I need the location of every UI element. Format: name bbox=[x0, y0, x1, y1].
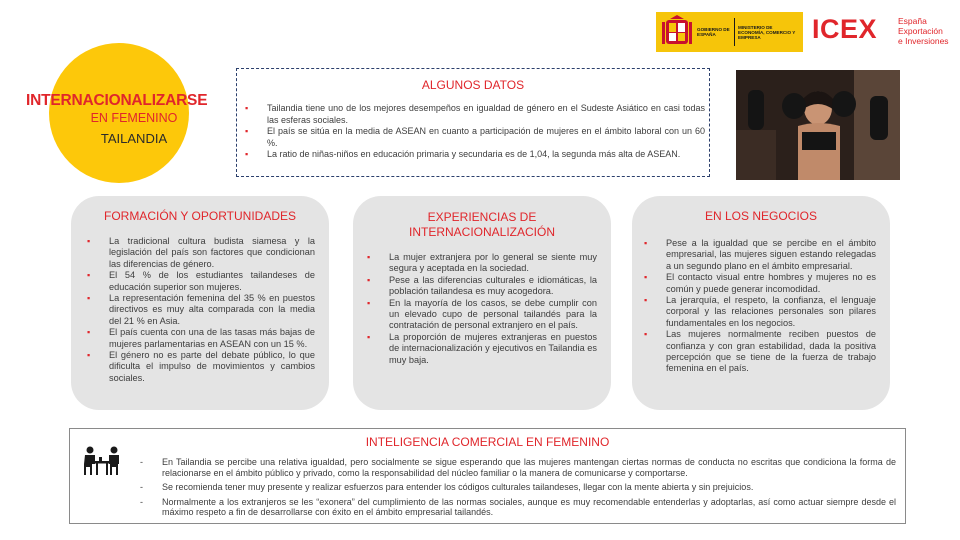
training-card bbox=[71, 196, 329, 410]
commercial-intelligence-box bbox=[69, 428, 906, 524]
bullet-icon: - bbox=[140, 496, 143, 507]
key-facts-heading: ALGUNOS DATOS bbox=[421, 78, 525, 92]
list-item: ▪ La tradicional cultura budista siamesa y la legislación del país son factores que condicionan las diferencias de género. bbox=[87, 236, 315, 269]
list-item: ▪ La ratio de niñas-niños en educación primaria y secundaria es de 1,04, la segunda más alta de ASEAN. bbox=[245, 149, 681, 159]
key-facts-box bbox=[236, 68, 710, 177]
page-subtitle: EN FEMENINO bbox=[90, 111, 178, 125]
list-item: - Se recomienda tener muy presente y realizar esfuerzos para entender los códigos culturales tailandeses, llegar con la mente abierta y sin prejuicios. bbox=[140, 482, 754, 493]
bullet-icon: - bbox=[140, 457, 143, 467]
experiences-heading: EXPERIENCIAS DE INTERNACIONALIZACIÓN bbox=[408, 210, 555, 239]
ministry-text: MINISTERIO DE ECONOMÍA, COMERCIO Y EMPRESA bbox=[738, 24, 796, 40]
bullet-icon: ▪ bbox=[87, 270, 91, 281]
list-item: ▪ La mujer extranjera por lo general se siente muy segura y aceptada en la sociedad. bbox=[367, 252, 597, 274]
government-text: GOBIERNO DE ESPAÑA bbox=[697, 27, 730, 37]
list-item: ▪ Pese a las diferencias culturales e idiomáticas, la población tailandesa es muy acogedora. bbox=[367, 274, 597, 297]
bullet-icon: ▪ bbox=[245, 149, 249, 159]
training-list bbox=[87, 236, 315, 384]
business-card bbox=[632, 196, 890, 410]
bullet-icon: ▪ bbox=[644, 295, 648, 306]
list-item: ▪ Tailandia tiene uno de los mejores desempeños en igualdad de género en el Sudeste Asiático en casi todas las esferas sociales. bbox=[245, 103, 705, 125]
list-item: ▪ El contacto visual entre hombres y mujeres no es común y puede generar incomodidad. bbox=[644, 272, 876, 294]
list-item: ▪ En la mayoría de los casos, se debe cumplir con un elevado cupo de personal tailandés para la contratación de personal extranjero en el país. bbox=[367, 297, 597, 331]
country-label: TAILANDIA bbox=[100, 131, 168, 146]
list-item: ▪ El 54 % de los estudiantes tailandeses de educación superior son mujeres. bbox=[87, 270, 315, 292]
list-item: ▪ El país se sitúa en la media de ASEAN en cuanto a participación de mujeres en el ámbito laboral con un 60 %. bbox=[245, 126, 705, 148]
bullet-icon: ▪ bbox=[644, 238, 648, 248]
bullet-icon: ▪ bbox=[367, 297, 371, 308]
page-title: INTERNACIONALIZARSE bbox=[26, 92, 208, 109]
meeting-icon bbox=[82, 445, 122, 477]
business-heading: EN LOS NEGOCIOS bbox=[704, 209, 818, 223]
list-item: ▪ Las mujeres normalmente reciben puestos de confianza y con gran estabilidad, dada la positiva percepción que se tiene de la fuerza de trabajo femenina en el país. bbox=[644, 329, 876, 374]
key-facts-list bbox=[245, 103, 705, 161]
experiences-list bbox=[367, 252, 597, 366]
commercial-intelligence-heading: INTELIGENCIA COMERCIAL EN FEMENINO bbox=[365, 435, 610, 449]
bullet-icon: ▪ bbox=[245, 126, 249, 136]
training-heading: FORMACIÓN Y OPORTUNIDADES bbox=[103, 209, 297, 223]
bullet-icon: ▪ bbox=[245, 103, 249, 113]
list-item: ▪ La jerarquía, el respeto, la confianza, el lenguaje corporal y las relaciones personales son pilares fundamentales en los negocios. bbox=[644, 295, 876, 328]
list-item: ▪ Pese a la igualdad que se percibe en el ámbito empresarial, las mujeres siguen estando relegadas a un segundo plano en el ámbito empresarial. bbox=[644, 238, 876, 271]
list-item: ▪ La representación femenina del 35 % en puestos directivos es muy alta comparada con la media del 21 % en Asia. bbox=[87, 293, 315, 326]
logo-divider bbox=[734, 18, 735, 46]
boxer-photo bbox=[736, 70, 900, 180]
bullet-icon: ▪ bbox=[644, 329, 648, 340]
spain-crest-icon bbox=[660, 14, 694, 50]
icex-tagline: España Exportación e Inversiones bbox=[898, 16, 949, 46]
government-logo bbox=[656, 12, 803, 52]
bullet-icon: ▪ bbox=[87, 236, 91, 246]
bullet-icon: ▪ bbox=[367, 274, 371, 285]
list-item: ▪ El género no es parte del debate público, lo que dificulta el impulso de movimientos y cambios sociales. bbox=[87, 350, 315, 383]
bullet-icon: ▪ bbox=[87, 293, 91, 304]
bullet-icon: ▪ bbox=[367, 252, 371, 262]
boxer-illustration bbox=[736, 70, 900, 180]
list-item: - En Tailandia se percibe una relativa igualdad, pero socialmente se sigue esperando que las mujeres mantengan ciertas normas de conducta no escritas que condiciona la forma de relacionarse en el ámbito público y privado, como la responsabilidad del núcleo familiar o la manera de comunicarse y comportarse. bbox=[140, 457, 896, 478]
bullet-icon: ▪ bbox=[644, 272, 648, 283]
list-item: ▪ El país cuenta con una de las tasas más bajas de mujeres parlamentarias en ASEAN con un 15 %. bbox=[87, 327, 315, 349]
bullet-icon: - bbox=[140, 482, 143, 493]
list-item: ▪ La proporción de mujeres extranjeras en puestos de internacionalización y ejecutivos en Tailandia es muy baja. bbox=[367, 331, 597, 365]
commercial-intelligence-list bbox=[140, 457, 896, 522]
bullet-icon: ▪ bbox=[87, 350, 91, 361]
icex-logo: ICEX bbox=[812, 14, 878, 44]
bullet-icon: ▪ bbox=[87, 327, 91, 338]
business-list bbox=[644, 238, 876, 375]
list-item: - Normalmente a los extranjeros se les “exonera” del cumplimiento de las normas sociales, aunque es muy recomendable entenderlas y adoptarlas, así como actuar siempre desde el máximo respeto a fin de desarrollarse con éxito en el ámbito empresarial tailandés. bbox=[140, 496, 896, 518]
bullet-icon: ▪ bbox=[367, 331, 371, 342]
experiences-card bbox=[353, 196, 611, 410]
